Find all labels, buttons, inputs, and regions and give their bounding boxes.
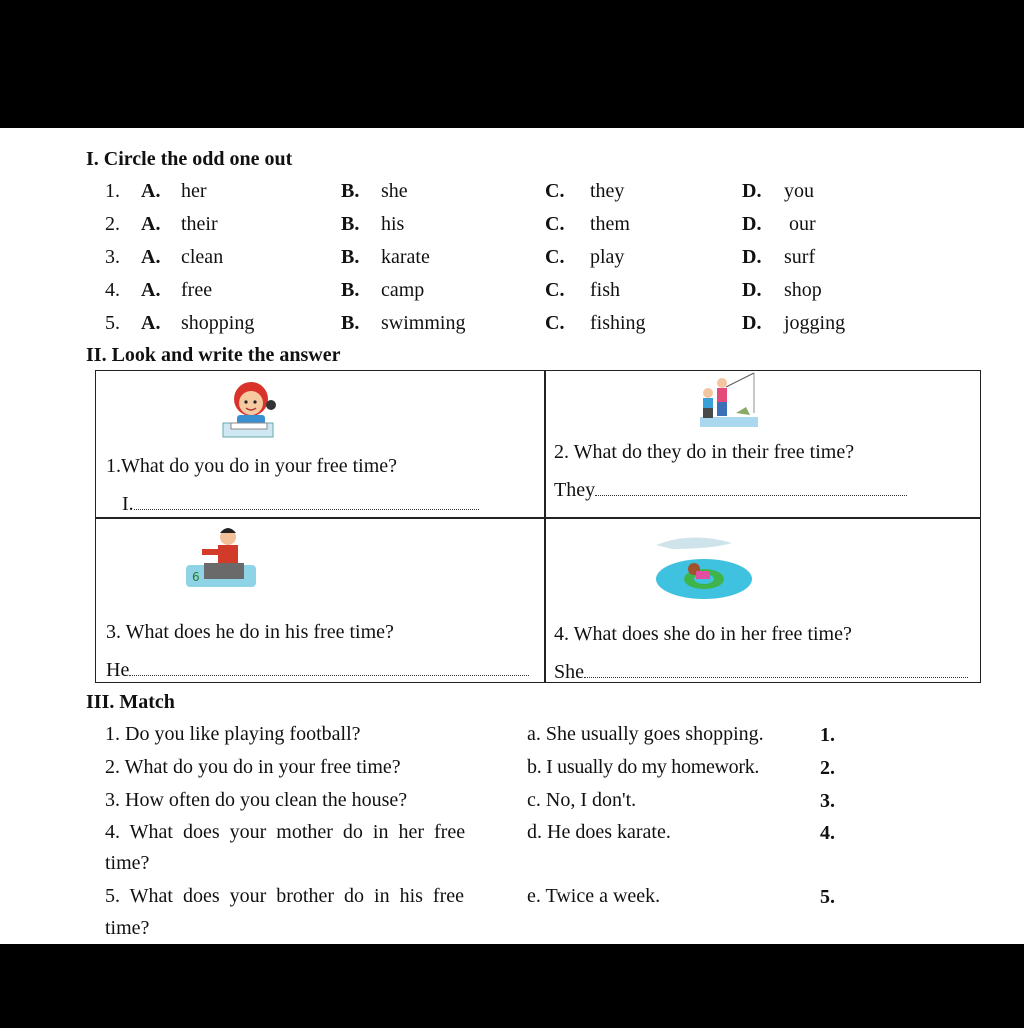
section1-title: I. Circle the odd one out bbox=[86, 148, 293, 170]
section3-title: III. Match bbox=[86, 691, 175, 713]
option-c[interactable]: they bbox=[590, 180, 625, 202]
match-question: 1. Do you like playing football? bbox=[105, 723, 361, 745]
option-letter: A. bbox=[141, 180, 161, 202]
answer-line-3[interactable] bbox=[106, 655, 536, 682]
question-2: 2. What do they do in their free time? bbox=[554, 441, 855, 463]
option-letter: A. bbox=[141, 246, 161, 268]
option-letter: B. bbox=[341, 213, 360, 235]
grid-divider bbox=[544, 371, 546, 682]
svg-text:6: 6 bbox=[192, 570, 200, 584]
row-number: 5. bbox=[105, 312, 120, 334]
answer-blank[interactable] bbox=[595, 475, 907, 496]
answer-slot[interactable]: 1. bbox=[820, 724, 835, 746]
option-b[interactable]: she bbox=[381, 180, 408, 202]
option-b[interactable]: swimming bbox=[381, 312, 466, 334]
option-letter: D. bbox=[742, 246, 762, 268]
option-d[interactable]: jogging bbox=[784, 312, 846, 334]
answer-line-4[interactable] bbox=[554, 657, 974, 684]
option-letter: A. bbox=[141, 213, 161, 235]
answer-prefix: He bbox=[106, 659, 130, 681]
option-a[interactable]: shopping bbox=[181, 312, 255, 334]
row-number: 3. bbox=[105, 246, 120, 268]
row-number: 4. bbox=[105, 279, 120, 301]
option-c[interactable]: play bbox=[590, 246, 625, 268]
grid-divider bbox=[96, 517, 980, 519]
option-c[interactable]: fishing bbox=[590, 312, 646, 334]
worksheet-page bbox=[0, 128, 1024, 944]
option-letter: C. bbox=[545, 312, 565, 334]
option-letter: D. bbox=[742, 279, 762, 301]
option-letter: B. bbox=[341, 180, 360, 202]
answer-line-1[interactable] bbox=[122, 489, 492, 516]
option-a[interactable]: her bbox=[181, 180, 207, 202]
answer-prefix: They bbox=[554, 479, 596, 501]
option-letter: C. bbox=[545, 246, 565, 268]
question-3: 3. What does he do in his free time? bbox=[106, 621, 394, 643]
match-question-continued: time? bbox=[105, 917, 150, 939]
answer-prefix: She bbox=[554, 661, 584, 683]
girl-swimming-icon bbox=[652, 535, 756, 603]
answer-prefix: I. bbox=[122, 493, 134, 515]
match-question-continued: time? bbox=[105, 852, 150, 874]
option-d[interactable]: surf bbox=[784, 246, 816, 268]
match-question: 5. What does your brother do in his free bbox=[105, 885, 464, 907]
section2-title: II. Look and write the answer bbox=[86, 344, 341, 366]
match-answer: a. She usually goes shopping. bbox=[527, 723, 764, 745]
match-question: 3. How often do you clean the house? bbox=[105, 789, 408, 811]
answer-slot[interactable]: 2. bbox=[820, 757, 835, 779]
option-letter: C. bbox=[545, 279, 565, 301]
option-letter: D. bbox=[742, 180, 762, 202]
option-d[interactable]: our bbox=[789, 213, 816, 235]
question-1: 1.What do you do in your free time? bbox=[106, 455, 398, 477]
option-letter: D. bbox=[742, 213, 762, 235]
answer-slot[interactable]: 5. bbox=[820, 886, 835, 908]
option-a[interactable]: their bbox=[181, 213, 218, 235]
option-letter: A. bbox=[141, 279, 161, 301]
option-letter: B. bbox=[341, 312, 360, 334]
answer-blank[interactable] bbox=[584, 657, 968, 678]
kids-fishing-icon bbox=[696, 373, 760, 429]
boy-karate-icon bbox=[184, 523, 258, 593]
option-b[interactable]: camp bbox=[381, 279, 425, 301]
answer-slot[interactable]: 3. bbox=[820, 790, 835, 812]
answer-blank[interactable] bbox=[129, 655, 529, 676]
option-b[interactable]: his bbox=[381, 213, 405, 235]
match-answer: b. I usually do my homework. bbox=[527, 756, 760, 778]
option-letter: C. bbox=[545, 180, 565, 202]
picture-question-grid bbox=[95, 370, 981, 683]
option-c[interactable]: fish bbox=[590, 279, 620, 301]
row-number: 2. bbox=[105, 213, 120, 235]
option-b[interactable]: karate bbox=[381, 246, 430, 268]
option-d[interactable]: you bbox=[784, 180, 814, 202]
answer-blank[interactable] bbox=[134, 489, 479, 510]
option-a[interactable]: clean bbox=[181, 246, 224, 268]
option-letter: B. bbox=[341, 246, 360, 268]
option-letter: B. bbox=[341, 279, 360, 301]
girl-reading-icon bbox=[221, 375, 277, 441]
option-letter: D. bbox=[742, 312, 762, 334]
match-answer: c. No, I don't. bbox=[527, 789, 637, 811]
option-d[interactable]: shop bbox=[784, 279, 822, 301]
answer-line-2[interactable] bbox=[554, 475, 924, 502]
option-letter: A. bbox=[141, 312, 161, 334]
match-question: 4. What does your mother do in her free bbox=[105, 821, 466, 843]
match-question: 2. What do you do in your free time? bbox=[105, 756, 401, 778]
match-answer: e. Twice a week. bbox=[527, 885, 661, 907]
row-number: 1. bbox=[105, 180, 120, 202]
answer-slot[interactable]: 4. bbox=[820, 822, 835, 844]
option-letter: C. bbox=[545, 213, 565, 235]
option-c[interactable]: them bbox=[590, 213, 630, 235]
question-4: 4. What does she do in her free time? bbox=[554, 623, 852, 645]
match-answer: d. He does karate. bbox=[527, 821, 671, 843]
option-a[interactable]: free bbox=[181, 279, 213, 301]
